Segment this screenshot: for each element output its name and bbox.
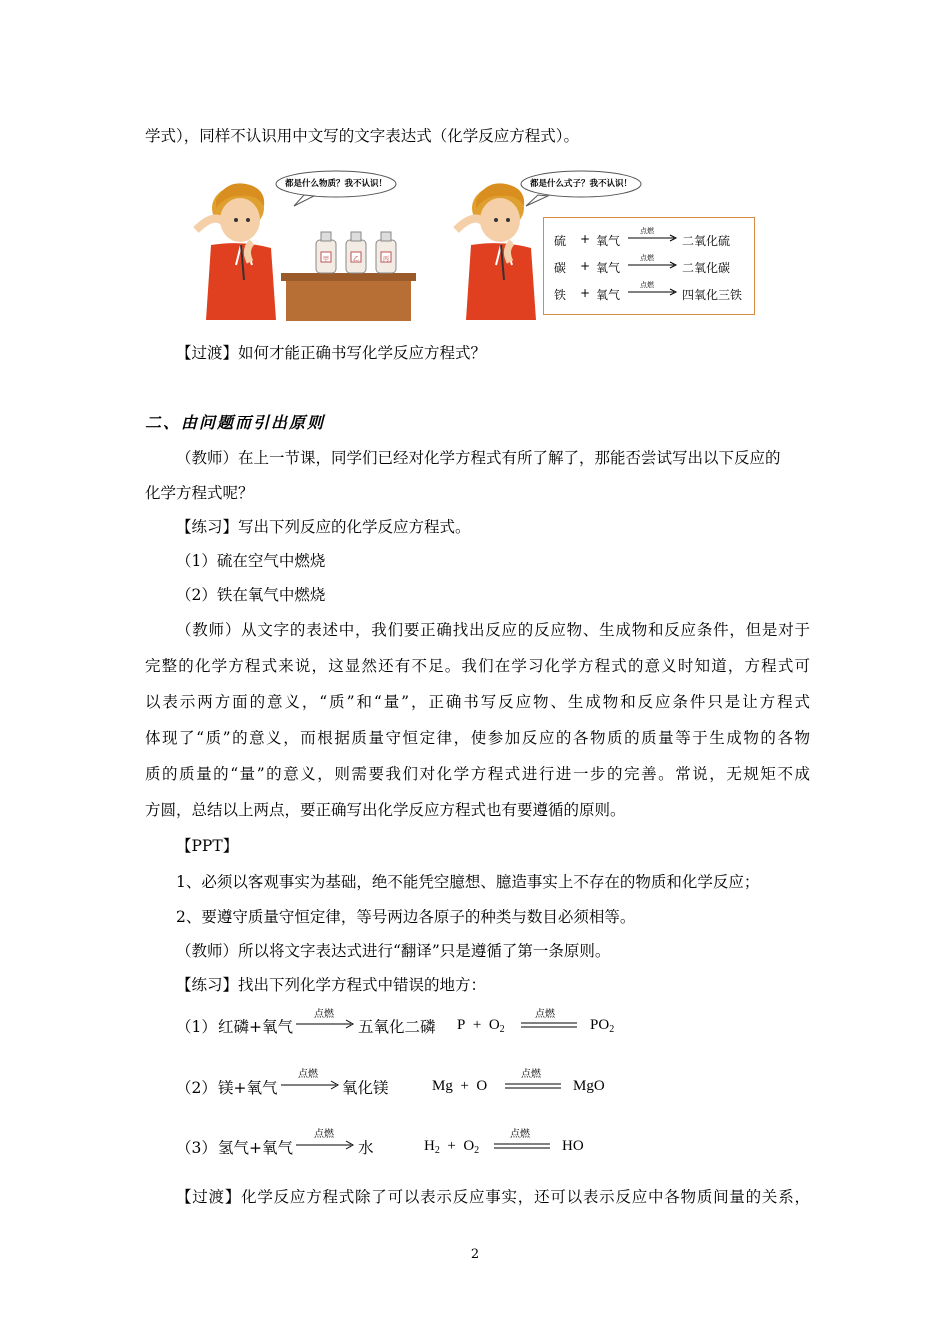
bottle-label: 乙 xyxy=(352,256,359,263)
reactant: 碳 xyxy=(554,261,567,275)
condition-label: 点燃 xyxy=(314,1129,334,1140)
condition-label: 点燃 xyxy=(640,281,654,289)
reaction-arrow xyxy=(628,253,678,273)
plus-sign: + xyxy=(580,286,591,300)
speech-bubble-left: 都是什么物质？我不认识！ xyxy=(284,179,387,189)
equals-sign-icon xyxy=(494,1142,552,1150)
formula-lhs: $H_2 + O_2$ xyxy=(424,1138,480,1156)
bottles xyxy=(316,232,396,273)
text-line: 化学方程式呢？ xyxy=(145,484,254,502)
plus-sign: + xyxy=(580,232,591,246)
formula-lhs: Mg + O xyxy=(432,1078,488,1094)
word-product: 五氧化二磷 xyxy=(358,1018,436,1036)
reaction-arrow xyxy=(628,226,678,246)
reactant: 硫 xyxy=(554,234,567,248)
word-reactants: 红磷+氧气 xyxy=(218,1018,293,1036)
condition-label: 点燃 xyxy=(535,1009,555,1020)
oxygen: 氧气 xyxy=(596,261,621,275)
text-line: 体现了“质”的意义，而根据质量守恒定律，使参加反应的各物质的质量等于生成物的各物 xyxy=(145,729,810,747)
text-line: 方圆，总结以上两点，要正确写出化学反应方程式也有要遵循的原则。 xyxy=(145,801,626,819)
word-equation-box xyxy=(543,217,755,315)
formula-lhs: $P + O_2$ xyxy=(457,1017,505,1035)
reaction-arrow xyxy=(628,280,678,300)
bottle-label: 甲 xyxy=(322,256,329,263)
boy-figure-right xyxy=(456,183,536,320)
word-product: 水 xyxy=(358,1139,374,1157)
formula-rhs: $PO_2$ xyxy=(590,1017,615,1035)
transition-line: 【过渡】如何才能正确书写化学反应方程式？ xyxy=(176,344,487,362)
arrow-icon xyxy=(296,1018,356,1030)
arrow-icon xyxy=(628,280,678,300)
ppt-label: 【PPT】 xyxy=(176,837,239,855)
product: 二氧化硫 xyxy=(682,234,731,248)
product: 二氧化碳 xyxy=(682,261,731,275)
formula-rhs: HO xyxy=(562,1138,584,1154)
text-line: 学式），同样不认识用中文写的文字表达式（化学反应方程式）。 xyxy=(145,127,580,145)
cartoon-illustration xyxy=(186,170,754,325)
rule-item: 1、必须以客观事实为基础，绝不能凭空臆想、臆造事实上不存在的物质和化学反应； xyxy=(176,873,760,891)
question-item: （2）铁在氧气中燃烧 xyxy=(176,586,326,604)
oxygen: 氧气 xyxy=(596,234,621,248)
condition-label: 点燃 xyxy=(640,254,654,262)
plus-sign: + xyxy=(580,259,591,273)
arrow-icon xyxy=(628,226,678,246)
equals-sign-icon xyxy=(505,1082,563,1090)
condition-label: 点燃 xyxy=(521,1069,541,1080)
formula-rhs: MgO xyxy=(573,1078,605,1094)
word-reactants: 氢气+氧气 xyxy=(218,1139,293,1157)
boy-figure-left xyxy=(196,183,276,320)
page-number: 2 xyxy=(470,1247,480,1262)
reactant: 铁 xyxy=(554,288,567,302)
word-product: 氧化镁 xyxy=(342,1079,389,1097)
equals-sign-icon xyxy=(521,1021,579,1029)
question-item: （1）硫在空气中燃烧 xyxy=(176,552,326,570)
speech-bubble-right: 都是什么式子？我不认识！ xyxy=(529,179,632,189)
exercise-number: （1） xyxy=(176,1018,217,1036)
arrow-icon xyxy=(281,1079,341,1091)
section-heading: 二、由问题而引出原则 xyxy=(145,413,326,432)
condition-label: 点燃 xyxy=(298,1069,318,1080)
text-line: 质的质量的“量”的意义，则需要我们对化学方程式进行进一步的完善。常说，无规矩不成 xyxy=(145,765,810,783)
bottle-label: 丙 xyxy=(382,256,389,263)
product: 四氧化三铁 xyxy=(682,288,743,302)
practice-label: 【练习】找出下列化学方程式中错误的地方： xyxy=(176,976,487,994)
text-line: 完整的化学方程式来说，这显然还有不足。我们在学习化学方程式的意义时知道，方程式可 xyxy=(145,657,810,675)
exercise-number: （2） xyxy=(176,1079,217,1097)
text-line: （教师）在上一节课，同学们已经对化学方程式有所了解了，那能否尝试写出以下反应的 xyxy=(176,449,781,467)
arrow-icon xyxy=(296,1139,356,1151)
condition-label: 点燃 xyxy=(314,1009,334,1020)
exercise-number: （3） xyxy=(176,1139,217,1157)
text-line: （教师）从文字的表述中，我们要正确找出反应的反应物、生成物和反应条件，但是对于 xyxy=(176,621,810,639)
arrow-icon xyxy=(628,253,678,273)
text-line: 以表示两方面的意义，“质”和“量”，正确书写反应物、生成物和反应条件只是让方程式 xyxy=(145,693,810,711)
oxygen: 氧气 xyxy=(596,288,621,302)
text-line: （教师）所以将文字表达式进行“翻译”只是遵循了第一条原则。 xyxy=(176,942,611,960)
word-reactants: 镁+氧气 xyxy=(218,1079,278,1097)
practice-label: 【练习】写出下列反应的化学反应方程式。 xyxy=(176,518,471,536)
condition-label: 点燃 xyxy=(640,227,654,235)
rule-item: 2、要遵守质量守恒定律，等号两边各原子的种类与数目必须相等。 xyxy=(176,908,636,926)
transition-line: 【过渡】化学反应方程式除了可以表示反应事实，还可以表示反应中各物质间量的关系， xyxy=(176,1188,810,1206)
condition-label: 点燃 xyxy=(510,1129,530,1140)
